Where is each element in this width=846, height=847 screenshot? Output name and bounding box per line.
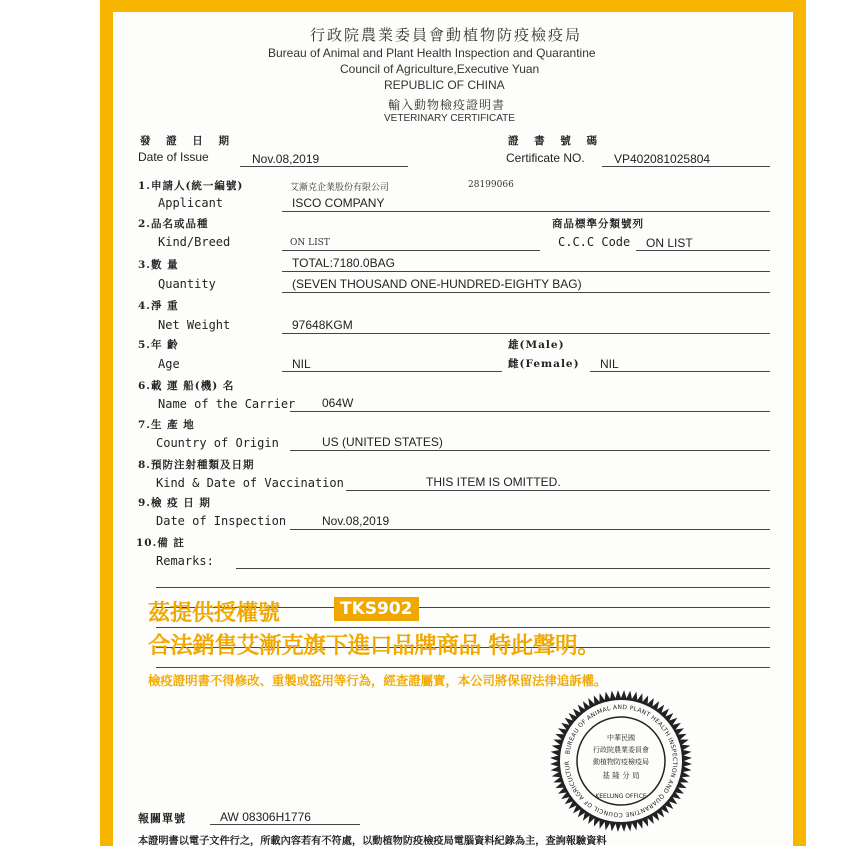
age-label: Age xyxy=(158,357,180,371)
quantity-label-cn: 3.數 量 xyxy=(138,259,179,271)
kind-value: ON LIST xyxy=(290,238,330,248)
seal-line-4: 基 隆 分 局 xyxy=(602,771,640,780)
origin-underline xyxy=(290,450,770,451)
footer-note: 本證明書以電子文件行之，所載內容若有不符處，以動植物防疫檢疫局電腦資料紀錄為主，查詢報驗資料 xyxy=(138,835,607,847)
vaccination-label-cn: 8.預防注射種類及日期 xyxy=(138,459,255,471)
age-underline xyxy=(282,371,502,372)
remarks-underline-6 xyxy=(156,667,770,668)
kind-label-cn: 2.品名或品種 xyxy=(138,218,209,230)
vaccination-underline xyxy=(346,490,770,491)
net-weight-label: Net Weight xyxy=(158,318,231,332)
applicant-value: ISCO COMPANY xyxy=(292,196,385,210)
quantity-words-underline xyxy=(282,292,770,293)
origin-value: US (UNITED STATES) xyxy=(322,435,443,449)
council-title: Council of Agriculture,Executive Yuan xyxy=(340,62,540,76)
certificate-no-underline xyxy=(602,166,770,167)
agency-chinese-title: 行政院農業委員會動植物防疫檢疫局 xyxy=(310,26,583,44)
certificate-no-label: Certificate NO. xyxy=(506,151,585,165)
inspection-label-cn: 9.檢 疫 日 期 xyxy=(138,497,211,509)
sex-underline xyxy=(590,371,770,372)
certificate-no-label-cn: 證 書 號 碼 xyxy=(508,135,603,147)
net-weight-label-cn: 4.淨 重 xyxy=(138,300,179,312)
sex-value: NIL xyxy=(600,357,619,371)
applicant-underline xyxy=(282,211,770,212)
inspection-label: Date of Inspection xyxy=(156,514,287,528)
certificate-no-value: VP402081025804 xyxy=(614,152,711,166)
customs-value: AW 08306H1776 xyxy=(220,810,311,824)
kind-underline xyxy=(282,250,540,251)
applicant-tax-id: 28199066 xyxy=(468,180,514,190)
seal-line-1: 中華民國 xyxy=(607,734,635,742)
male-label: 雄(Male) xyxy=(508,339,565,351)
seal-line-3: 動植物防疫檢疫局 xyxy=(593,758,649,766)
quantity-label: Quantity xyxy=(158,277,216,291)
remarks-underline-1 xyxy=(236,568,770,569)
ccc-label-cn: 商品標準分類號列 xyxy=(552,218,644,230)
carrier-value: 064W xyxy=(322,396,354,410)
customs-label-cn: 報關單號 xyxy=(138,812,186,825)
vaccination-label: Kind & Date of Vaccination xyxy=(156,476,344,490)
issue-date-label: Date of Issue xyxy=(138,150,209,164)
seal-office: KEELUNG OFFICE xyxy=(595,793,647,800)
authorization-code-badge: TKS902 xyxy=(334,597,419,621)
remarks-label: Remarks: xyxy=(156,554,214,568)
carrier-label: Name of the Carrier xyxy=(158,397,296,411)
official-seal xyxy=(548,688,694,834)
vaccination-value: THIS ITEM IS OMITTED. xyxy=(426,475,561,489)
issue-date-value: Nov.08,2019 xyxy=(252,152,320,166)
certificate-title-chinese: 輸入動物檢疫證明書 xyxy=(388,98,506,112)
authorization-prefix: 茲提供授權號 xyxy=(148,601,281,626)
carrier-label-cn: 6.載 運 船(機) 名 xyxy=(138,380,235,392)
quantity-words-value: (SEVEN THOUSAND ONE-HUNDRED-EIGHTY BAG) xyxy=(292,277,582,291)
legal-sale-statement: 合法銷售艾漸克旗下進口品牌商品 特此聲明。 xyxy=(148,633,600,659)
carrier-underline xyxy=(290,411,770,412)
issue-date-underline xyxy=(240,166,408,167)
certificate-title-english: VETERINARY CERTIFICATE xyxy=(384,113,515,124)
ccc-code-value: ON LIST xyxy=(646,236,693,250)
ccc-code-label: C.C.C Code xyxy=(558,235,631,249)
country-title: REPUBLIC OF CHINA xyxy=(384,78,505,92)
seal-ring-text: BUREAU OF ANIMAL AND PLANT HEALTH INSPECTION AND QUARANTINE COUNCIL OF AGRICULTUR xyxy=(563,703,679,819)
copyright-warning: 檢疫證明書不得修改、重製或盜用等行為，經查證屬實，本公司將保留法律追訴權。 xyxy=(148,673,607,688)
origin-label-cn: 7.生 產 地 xyxy=(138,419,195,431)
ccc-underline xyxy=(636,250,770,251)
origin-label: Country of Origin xyxy=(156,436,279,450)
inspection-value: Nov.08,2019 xyxy=(322,514,390,528)
net-weight-value: 97648KGM xyxy=(292,318,353,332)
applicant-name-cn: 艾漸克企業股份有限公司 xyxy=(290,183,390,193)
seal-graphic xyxy=(548,688,694,834)
issue-date-label-cn: 發 證 日 期 xyxy=(140,135,235,147)
quantity-value: TOTAL:7180.0BAG xyxy=(292,256,395,270)
quantity-underline xyxy=(282,271,770,272)
agency-english-title: Bureau of Animal and Plant Health Inspection and Quarantine xyxy=(268,46,596,60)
customs-underline xyxy=(210,824,360,825)
applicant-label: Applicant xyxy=(158,196,224,210)
remarks-label-cn: 10.備 註 xyxy=(136,537,185,549)
female-label: 雌(Female) xyxy=(508,358,580,370)
net-weight-underline xyxy=(282,333,770,334)
age-label-cn: 5.年 齡 xyxy=(138,339,179,351)
kind-label: Kind/Breed xyxy=(158,235,231,249)
applicant-label-cn: 1.申請人(統一編號) xyxy=(138,180,244,192)
age-value: NIL xyxy=(292,357,311,371)
seal-line-2: 行政院農業委員會 xyxy=(593,746,649,754)
inspection-underline xyxy=(290,529,770,530)
remarks-underline-2 xyxy=(156,587,770,588)
